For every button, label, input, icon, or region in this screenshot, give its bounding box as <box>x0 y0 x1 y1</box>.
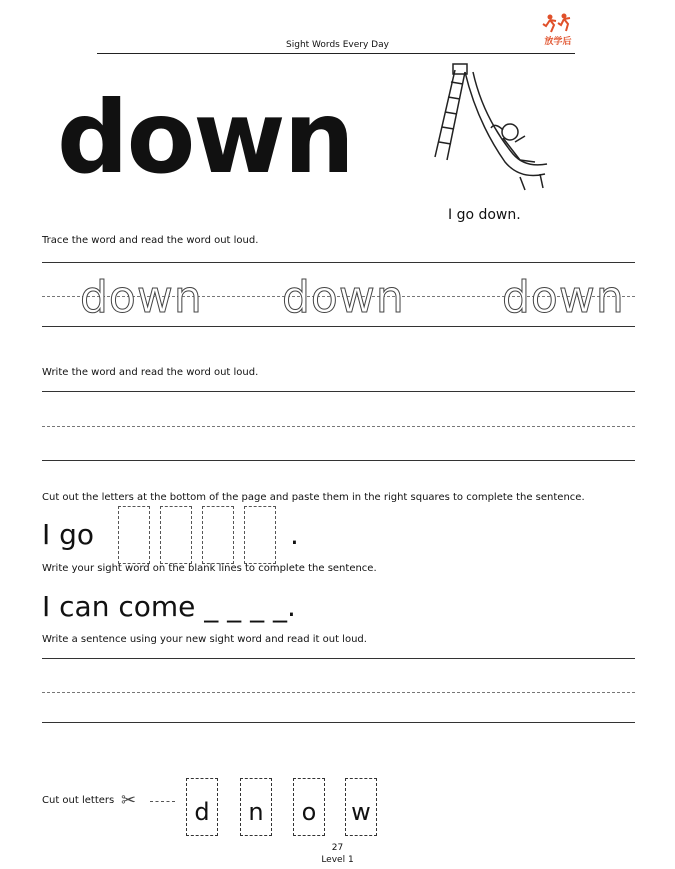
picture-caption: I go down. <box>448 207 521 223</box>
cut-letters-label: Cut out letters <box>42 795 115 806</box>
trace-word: down <box>80 272 203 323</box>
write-base-line <box>42 460 635 461</box>
blank-instruction: Write your sight word on the blank lines to complete the sentence. <box>42 563 377 574</box>
logo-text: 放学后 <box>544 37 572 47</box>
cut-letter: d <box>186 778 218 836</box>
trace-word: down <box>502 272 625 323</box>
cut-line <box>150 801 175 802</box>
cut-letter: n <box>240 778 272 836</box>
write-top-line <box>42 391 635 392</box>
slide-illustration-icon <box>425 62 550 194</box>
page-number: 27 <box>331 843 344 853</box>
sentence-base-line <box>42 722 635 723</box>
write-instruction: Write the word and read the word out loud. <box>42 367 259 378</box>
cut-paste-instruction: Cut out the letters at the bottom of the page and paste them in the right squares to complete the sentence. <box>42 492 585 503</box>
header-rule <box>97 53 575 54</box>
cut-letter: w <box>345 778 377 836</box>
paste-box <box>244 506 276 564</box>
sentence-instruction: Write a sentence using your new sight word and read it out loud. <box>42 634 367 645</box>
trace-base-line <box>42 326 635 327</box>
sentence-top-line <box>42 658 635 659</box>
paste-box <box>118 506 150 564</box>
cut-paste-period: . <box>290 518 299 551</box>
paste-box <box>202 506 234 564</box>
write-mid-line <box>42 426 635 427</box>
sentence-mid-line <box>42 692 635 693</box>
cut-letter: o <box>293 778 325 836</box>
blank-sentence: I can come _ _ _ _. <box>42 590 296 623</box>
trace-word: down <box>282 272 405 323</box>
trace-top-line <box>42 262 635 263</box>
trace-instruction: Trace the word and read the word out loud. <box>42 235 259 246</box>
page-header-title: Sight Words Every Day <box>286 40 389 50</box>
paste-box <box>160 506 192 564</box>
scissors-icon: ✂ <box>121 790 137 811</box>
cut-paste-sentence: I go <box>42 518 95 551</box>
level-label: Level 1 <box>321 855 354 865</box>
sight-word-title: down <box>57 79 353 196</box>
